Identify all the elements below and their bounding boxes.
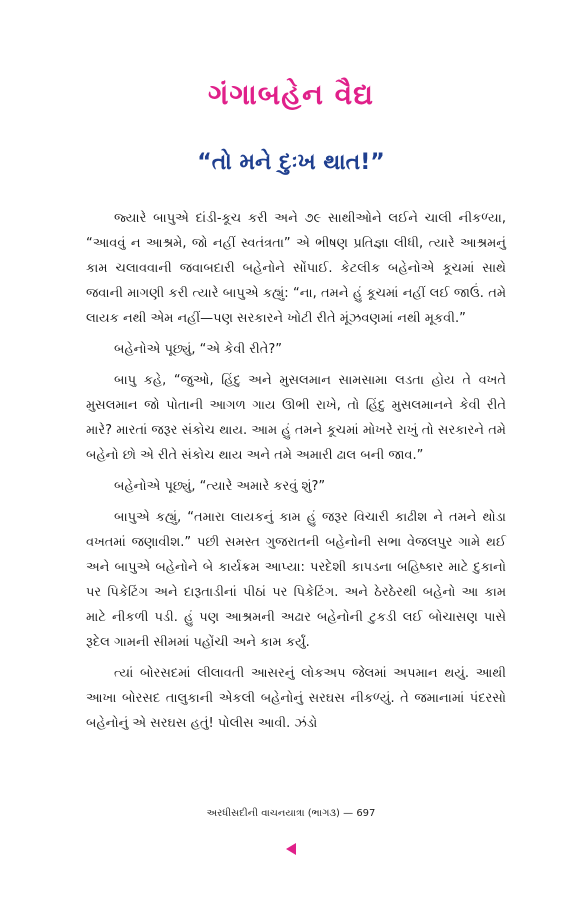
page-footer: અરધીસદીની વાચનયાત્રા (ભાગ૩) — 697 — [206, 808, 376, 819]
chapter-title: ગંગાબહેન વૈદ્ય — [207, 78, 375, 111]
body-text — [86, 206, 506, 742]
triangle-left-icon[interactable] — [284, 842, 298, 856]
paragraph: બહેનોએ પૂછ્યું, “એ કેવી રીતે?” — [114, 342, 282, 357]
section-title: “તો મને દુઃખ થાત!” — [197, 150, 385, 175]
triangle-left-icon-shape — [284, 842, 298, 856]
paragraph: જ્યારે બાપુએ દાંડી-કૂચ કરી અને ૭૯ સાથીઓને લઈને ચાલી નીકળ્યા, “આવવું ન આશ્રમે, જો નહીં સ્વતંત્રતા” એ ભીષણ પ્રતિજ્ઞા લીધી, ત્યારે આશ્રમનું કામ ચલાવવાની જવાબદારી બહેનોને સોંપાઈ. કેટલીક બહેનોએ કૂચમાં સાથે જવાની માગણી કરી ત્યારે બાપુએ કહ્યું: “ના, તમને હું કૂચમાં નહીં લઈ જાઉં. તમે લાયક નથી એમ નહીં—પણ સરકારને ખોટી રીતે મૂંઝવણમાં નથી મૂકવી.” — [86, 211, 506, 326]
paragraph: બાપુએ કહ્યું, “તમારા લાયકનું કામ હું જરૂર વિચારી કાઢીશ ને તમને થોડા વખતમાં જણાવીશ.” પછી સમસ્ત ગુજરાતની બહેનોની સભા વેજલપુર ગામે થઈ અને બાપુએ બહેનોને બે કાર્યક્રમ આપ્યા: પરદેશી કાપડના બહિષ્કાર માટે દુકાનો પર પિકેટિંગ અને દારૂતાડીનાં પીઠાં પર પિકેટિંગ. અને ઠેરઠેરથી બહેનો આ કામ માટે નીકળી પડી. હું પણ આશ્રમની અઢાર બહેનોની ટુકડી લઈ બોચાસણ પાસે રૂદેલ ગામની સીમમાં પહોંચી અને કામ કર્યું. — [86, 510, 506, 650]
paragraph: બાપુ કહે, “જુઓ, હિંદુ અને મુસલમાન સામસામા લડતા હોય તે વખતે મુસલમાન જો પોતાની આગળ ગાય ઊભી રાખે, તો હિંદુ મુસલમાનને કેવી રીતે મારે? મારતાં જરૂર સંકોચ થાય. આમ હું તમને કૂચમાં મોખરે રાખું તો સરકારને તમે બહેનો છો એ રીતે સંકોચ થાય અને તમે અમારી ઢાલ બની જાવ.” — [86, 373, 506, 463]
paragraph: ત્યાં બોરસદમાં લીલાવતી આસરનું લોકઅપ જેલમાં અપમાન થયું. આથી આખા બોરસદ તાલુકાની એકલી બહેનોનું સરઘસ નીકળ્યું. તે જમાનામાં પંદરસો બહેનોનું એ સરઘસ હતું! પોલીસ આવી. ઝંડો — [86, 666, 506, 731]
paragraph: બહેનોએ પૂછ્યું, “ત્યારે અમારે કરવું શું?” — [114, 479, 326, 494]
